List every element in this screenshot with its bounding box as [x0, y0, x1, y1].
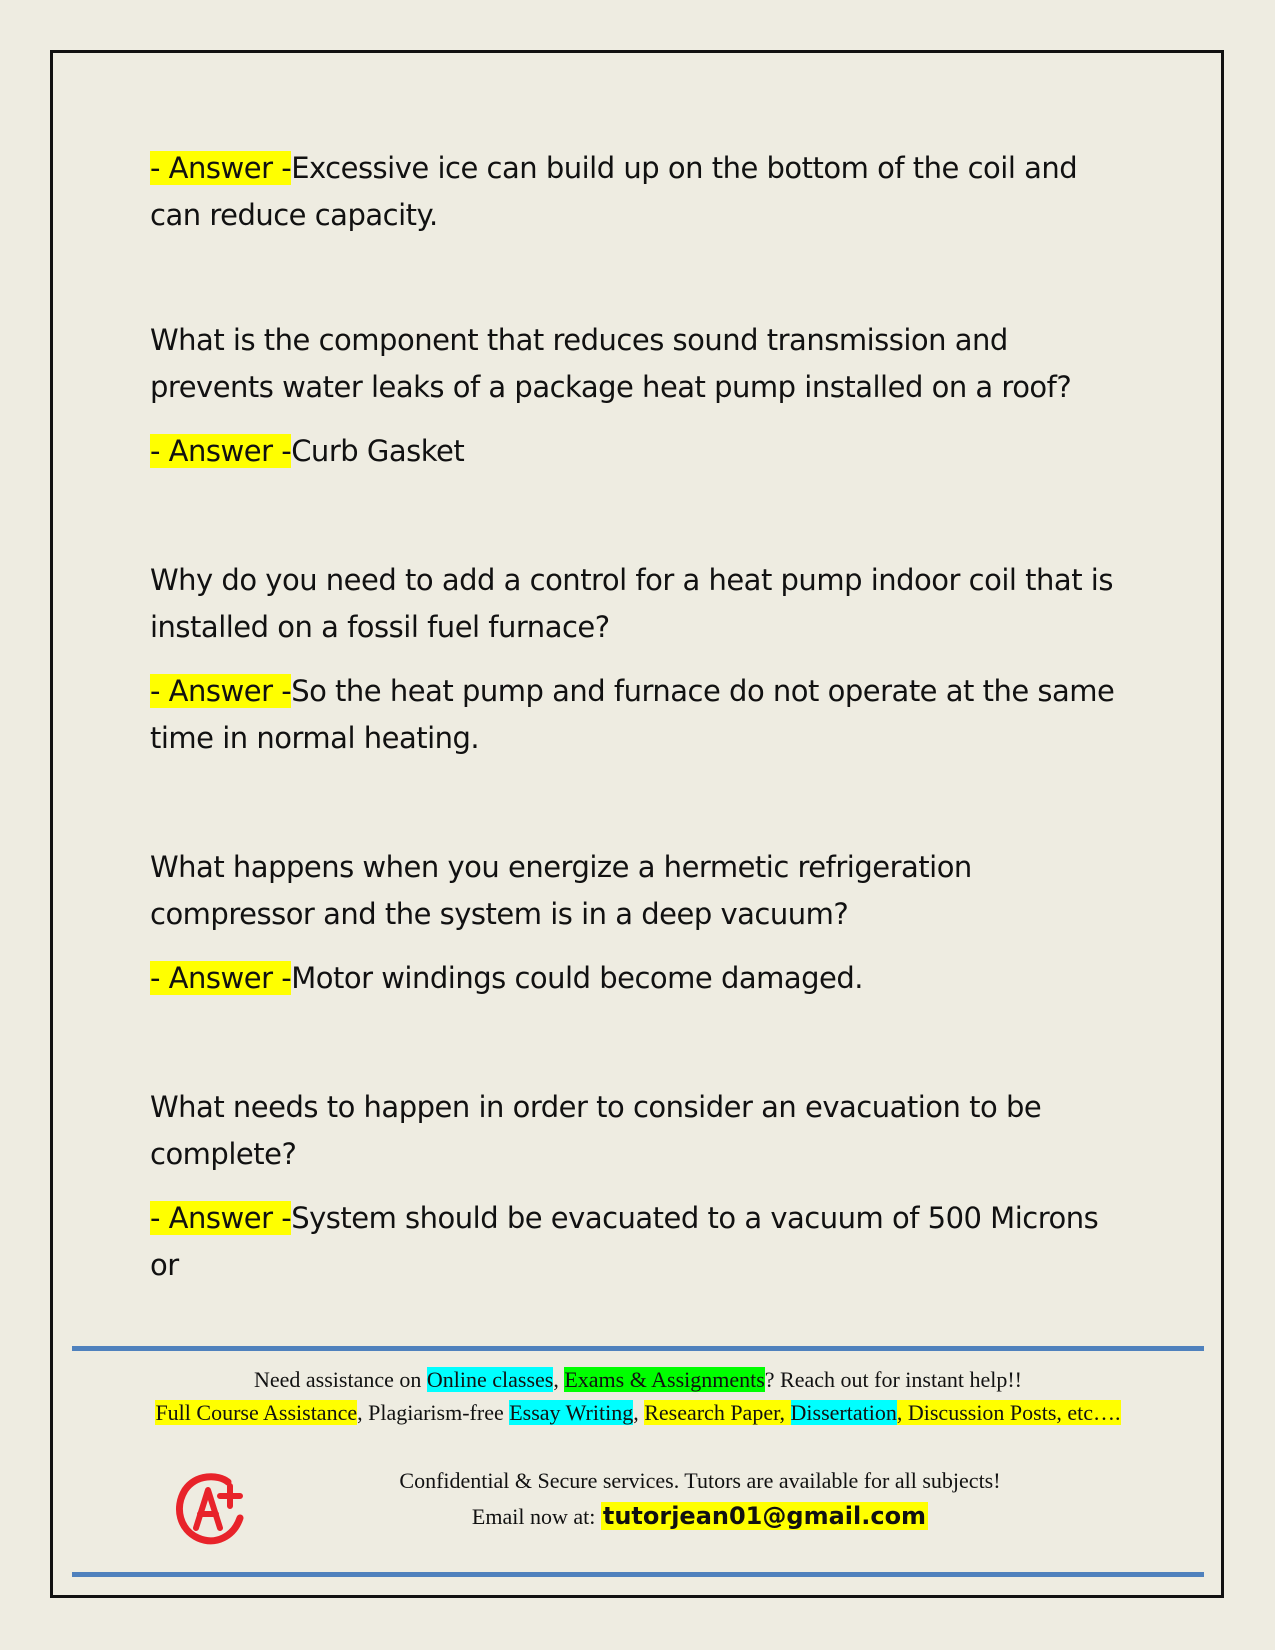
answer-label: - Answer -	[150, 434, 292, 468]
answer-text: Motor windings could become damaged.	[291, 961, 864, 995]
answer	[150, 955, 1130, 1002]
answer	[150, 428, 1130, 475]
footer-line-4	[200, 1502, 1200, 1530]
email-label: Email now at:	[471, 1504, 601, 1529]
footer-line-1	[72, 1367, 1204, 1393]
answer-text: Excessive ice can build up on the bottom of the coil and can reduce capacity.	[150, 151, 1078, 232]
footer-line-3	[200, 1468, 1200, 1494]
email-link[interactable]: tutorjean01@gmail.com	[602, 1502, 927, 1530]
question-text: What is the component that reduces sound transmission and prevents water leaks of a package heat pump installed on a roof?	[150, 323, 1072, 404]
dissertation-link[interactable]: Dissertation	[790, 1400, 897, 1425]
full-course-assistance-link[interactable]: Full Course Assistance	[155, 1400, 358, 1425]
footer-text-segment: ? Reach out for instant help!!	[764, 1367, 1022, 1392]
question-text: What happens when you energize a hermetic refrigeration compressor and the system is in a deep vacuum?	[150, 850, 972, 931]
footer-text-segment: ,	[633, 1400, 645, 1425]
answer-text: Curb Gasket	[291, 434, 465, 468]
answer-label: - Answer -	[150, 674, 292, 708]
qa-item	[150, 317, 1130, 475]
qa-item	[150, 844, 1130, 1002]
qa-item	[150, 557, 1130, 762]
answer-text: So the heat pump and furnace do not operate at the same time in normal heating.	[150, 674, 1115, 755]
answer-label: - Answer -	[150, 151, 292, 185]
answer-label: - Answer -	[150, 1201, 292, 1235]
question-text: What needs to happen in order to consider an evacuation to be complete?	[150, 1090, 1042, 1171]
research-paper-link[interactable]: Research Paper,	[644, 1400, 791, 1425]
qa-content	[150, 145, 1130, 1289]
essay-writing-link[interactable]: Essay Writing	[509, 1400, 634, 1425]
footer-text-segment: ,	[553, 1367, 565, 1392]
answer	[150, 145, 1130, 239]
online-classes-link[interactable]: Online classes	[426, 1367, 554, 1392]
confidential-text: Confidential & Secure services. Tutors are available for all subjects!	[399, 1468, 1001, 1493]
footer-text-segment: Need assistance on	[253, 1367, 427, 1392]
qa-item	[150, 145, 1130, 239]
answer-label: - Answer -	[150, 961, 292, 995]
answer-text: System should be evacuated to a vacuum of 500 Microns or	[150, 1201, 1099, 1282]
footer-line-2	[72, 1400, 1204, 1426]
question-text: Why do you need to add a control for a heat pump indoor coil that is installed on a fossil fuel furnace?	[150, 563, 1113, 644]
answer	[150, 668, 1130, 762]
answer	[150, 1195, 1130, 1289]
footer-rule-bottom	[72, 1572, 1204, 1577]
qa-item	[150, 1084, 1130, 1289]
footer-rule-top	[72, 1346, 1204, 1351]
footer-text-segment: , Plagiarism-free	[357, 1400, 510, 1425]
discussion-posts-link[interactable]: , Discussion Posts, etc….	[896, 1400, 1121, 1425]
exams-assignments-link[interactable]: Exams & Assignments	[564, 1367, 765, 1392]
